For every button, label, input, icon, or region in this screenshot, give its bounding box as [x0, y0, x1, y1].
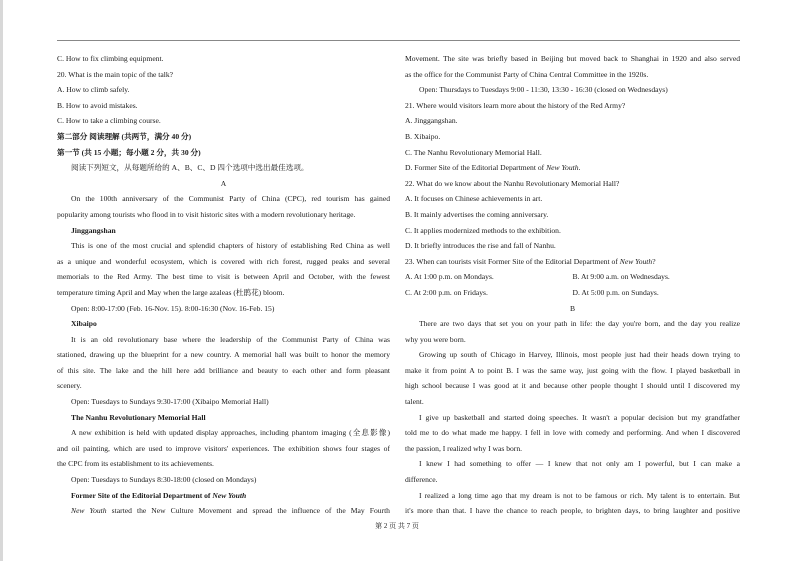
text-line: and oil painting, which are used to improve visitors' experiences. The exhibition shows four stages of [57, 443, 390, 453]
text-line: make it from point A to point B. I was the same way, just going with the flow. I played basketball in [405, 365, 740, 375]
text-line: 第二部分 阅读理解 (共两节，满分 40 分) [57, 131, 192, 141]
text-line: 第一节 (共 15 小题；每小题 2 分，共 30 分) [57, 147, 201, 157]
text-line: memorials to the Red Army. The best time to visit is between April and October, with the fewest [57, 272, 390, 282]
text-line: Open: Tuesdays to Sundays 8:30-18:00 (closed on Mondays) [71, 475, 257, 485]
text-line: Jinggangshan [71, 225, 116, 235]
text-line: it's more than that. I have the chance to reach people, to brighten days, to bring laughter and positive [405, 506, 740, 516]
header-rule [57, 40, 740, 41]
text-line: the CPC from its establishment to its achievements. [57, 459, 214, 469]
text-line: It is an old revolutionary base where the leadership of the Communist Party of China was [71, 334, 390, 344]
text-line: Open: 8:00-17:00 (Feb. 16-Nov. 15). 8:00-16:30 (Nov. 16-Feb. 15) [71, 303, 275, 313]
text-line: On the 100th anniversary of the Communist Party of China (CPC), red tourism has gained [71, 194, 390, 204]
text-line: told me to do what made me happy. I fell in love with comedy and performing. And when I discovered [405, 428, 740, 438]
text-line: talent. [405, 397, 424, 407]
page-edge [0, 0, 3, 561]
text-line: of this site. The lake and the hill here add brilliance and beauty to each other and form pleasant [57, 365, 390, 375]
text-line: Xibaipo [71, 319, 97, 329]
text-line: Growing up south of Chicago in Harvey, Illinois, most people just had their heads down trying to [419, 350, 740, 360]
option-d: D. At 5:00 p.m. on Sundays. [572, 287, 659, 297]
text-line: Open: Thursdays to Tuesdays 9:00 - 11:30, 13:30 - 16:30 (closed on Wednesdays) [419, 85, 668, 95]
text-line: as the office for the Communist Party of China Central Committee in the 1920s. [405, 69, 649, 79]
text-line: A. It focuses on Chinese achievements in art. [405, 194, 543, 204]
text-line: 21. Where would visitors learn more about the history of the Red Army? [405, 100, 626, 110]
option-a: A. At 1:00 p.m. on Mondays. [405, 272, 494, 282]
text-line: 23. When can tourists visit Former Site of the Editorial Department of New Youth? [405, 256, 656, 266]
text-line: scenery. [57, 381, 82, 391]
text-line: temperature timing April and May when the large azaleas (杜鹃花) bloom. [57, 287, 285, 297]
text-line: I realized a long time ago that my dream is not to be famous or rich. My talent is to entertain. But [419, 490, 740, 500]
text-line: stationed, drawing up the blueprint for a new country. A memorial hall was built to honor the memory [57, 350, 390, 360]
left-column [57, 51, 390, 519]
text-line: the passion, I realized why I was born. [405, 443, 523, 453]
option-b: B. At 9:00 a.m. on Wednesdays. [572, 272, 670, 282]
text-line: as a unique and wonderful ecosystem, which is covered with rich forest, rugged peaks and several [57, 256, 390, 266]
text-line: D. It briefly introduces the rise and fall of Nanhu. [405, 241, 556, 251]
text-line: I knew I had something to offer — I knew that not only am I powerful, but I can make a [419, 459, 740, 469]
q23-options [405, 269, 740, 300]
text-line: B. Xibaipo. [405, 131, 441, 141]
text-line: This is one of the most crucial and splendid chapters of history of establishing Red China as well [71, 241, 390, 251]
text-line: The Nanhu Revolutionary Memorial Hall [71, 412, 206, 422]
text-line: popularity among tourists who flood in to visit historic sites with a modern revolutionary heritage. [57, 209, 356, 219]
text-line: A. How to climb safely. [57, 85, 130, 95]
option-c: C. At 2:00 p.m. on Fridays. [405, 287, 488, 297]
text-line: difference. [405, 475, 438, 485]
text-line: New Youth started the New Culture Movement and spread the influence of the May Fourth [71, 506, 390, 516]
text-line: B. How to avoid mistakes. [57, 100, 138, 110]
text-line: B. It mainly advertises the coming anniversary. [405, 209, 549, 219]
text-line: Movement. The site was briefly based in Beijing but moved back to Shanghai in 1920 and also served [405, 54, 740, 63]
text-line: why you were born. [405, 334, 466, 344]
text-line: Former Site of the Editorial Department of New Youth [71, 490, 247, 500]
q23-option-row [405, 285, 740, 301]
right-column [405, 51, 740, 519]
text-line: C. The Nanhu Revolutionary Memorial Hall. [405, 147, 542, 157]
text-line: A [220, 178, 227, 188]
text-line: There are two days that set you on your path in life: the day you're born, and the day you realize [419, 319, 740, 329]
text-line: C. How to take a climbing course. [57, 116, 161, 126]
text-line: C. It applies modernized methods to the exhibition. [405, 225, 561, 235]
text-line: A. Jinggangshan. [405, 116, 458, 126]
text-line: high school because I was good at it and because other people thought I should until I discovered my [405, 381, 740, 391]
text-line: 20. What is the main topic of the talk? [57, 69, 174, 79]
text-line: B [569, 303, 576, 313]
passage-b [405, 301, 740, 519]
text-line: I give up basketball and started doing speeches. It wasn't a popular decision but my grandfather [419, 412, 740, 422]
text-line: C. How to fix climbing equipment. [57, 54, 164, 63]
page-footer: 第 2 页 共 7 页 [375, 522, 419, 530]
right-column-top [405, 51, 740, 269]
text-line: A new exhibition is held with updated display approaches, including phantom imaging (全息影像) [71, 428, 390, 438]
text-line: Open: Tuesdays to Sundays 9:30-17:00 (Xibaipo Memorial Hall) [71, 397, 269, 407]
text-line: D. Former Site of the Editorial Department of New Youth. [405, 163, 581, 173]
text-line: 22. What do we know about the Nanhu Revolutionary Memorial Hall? [405, 178, 620, 188]
text-line: 阅读下列短文，从每题所给的 A、B、C、D 四个选项中选出最佳选项。 [71, 163, 309, 173]
q23-option-row [405, 269, 740, 285]
